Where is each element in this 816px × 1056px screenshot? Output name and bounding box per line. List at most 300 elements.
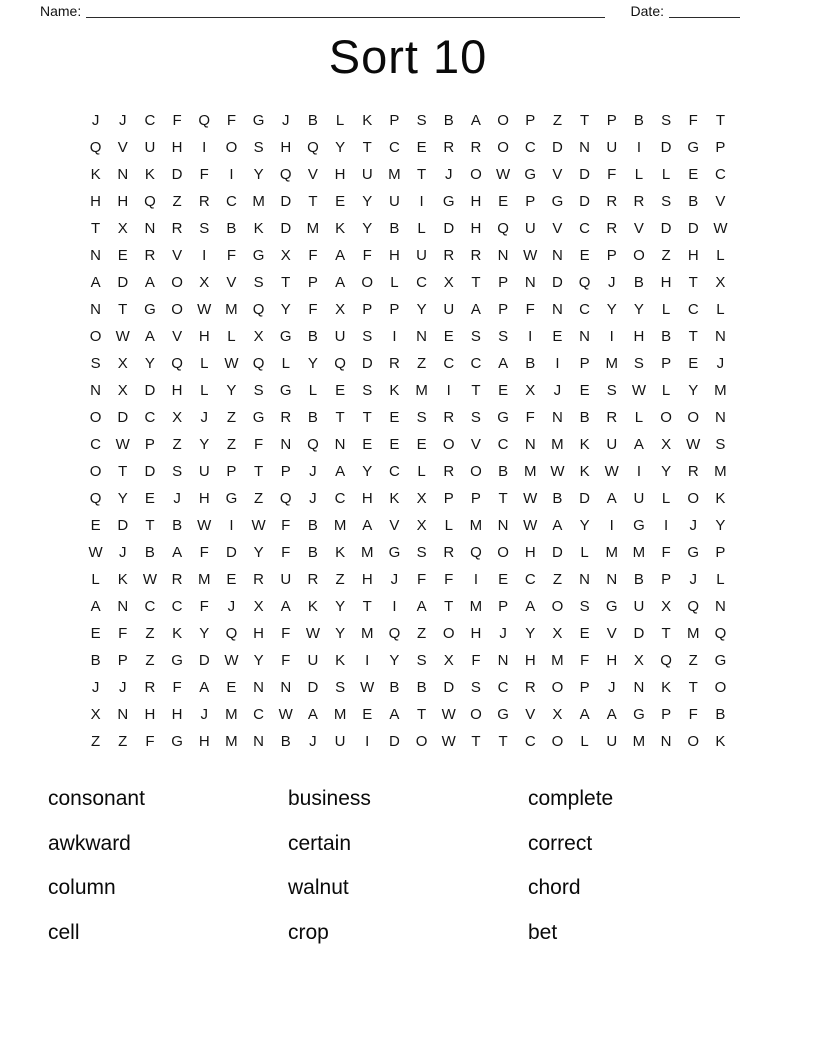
grid-cell: I: [392, 328, 397, 345]
grid-cell: T: [362, 598, 372, 615]
grid-cell: H: [280, 139, 292, 156]
grid-cell: X: [525, 382, 536, 399]
grid-cell: Y: [117, 490, 128, 507]
grid-cell: P: [661, 706, 672, 723]
grid-cell: N: [497, 517, 509, 534]
grid-cell: A: [633, 436, 644, 453]
date-label: Date:: [630, 3, 664, 19]
grid-cell: Y: [633, 301, 644, 318]
grid-cell: P: [498, 301, 509, 318]
grid-cell: M: [469, 517, 483, 534]
word-list-item: cell: [48, 920, 80, 944]
grid-cell: S: [253, 139, 264, 156]
word-list-column: [528, 783, 768, 961]
grid-cell: B: [307, 544, 318, 561]
grid-cell: J: [118, 112, 127, 129]
grid-cell: D: [225, 544, 237, 561]
grid-cell: N: [714, 409, 726, 426]
grid-cell: O: [551, 733, 564, 750]
grid-cell: N: [280, 436, 292, 453]
grid-cell: K: [579, 436, 590, 453]
grid-cell: F: [172, 679, 182, 696]
grid-cell: P: [144, 436, 155, 453]
grid-cell: I: [365, 652, 370, 669]
grid-cell: F: [199, 166, 209, 183]
grid-cell: H: [90, 193, 101, 210]
grid-cell: M: [551, 652, 564, 669]
grid-cell: N: [497, 247, 509, 264]
grid-cell: F: [688, 112, 698, 129]
grid-cell: S: [199, 220, 210, 237]
grid-cell: J: [91, 679, 100, 696]
grid-cell: P: [661, 355, 672, 372]
grid-cell: X: [661, 436, 672, 453]
word-list-item: column: [48, 876, 116, 899]
grid-cell: V: [715, 193, 726, 210]
grid-cell: S: [715, 436, 726, 453]
grid-cell: B: [389, 679, 400, 696]
grid-cell: X: [661, 598, 672, 615]
grid-cell: F: [661, 544, 671, 561]
grid-cell: Z: [90, 733, 101, 750]
grid-cell: Y: [362, 193, 373, 210]
grid-cell: X: [633, 652, 644, 669]
grid-cell: C: [171, 598, 183, 615]
grid-cell: U: [334, 733, 346, 750]
grid-cell: I: [419, 193, 424, 210]
grid-cell: F: [607, 166, 617, 183]
grid-cell: O: [660, 409, 672, 426]
grid-cell: N: [90, 247, 101, 264]
grid-cell: W: [197, 301, 212, 318]
grid-cell: S: [172, 463, 183, 480]
grid-cell: T: [688, 274, 698, 291]
grid-cell: B: [144, 544, 155, 561]
grid-cell: R: [307, 571, 319, 588]
grid-cell: X: [253, 328, 264, 345]
grid-cell: H: [687, 247, 699, 264]
grid-cell: D: [361, 355, 373, 372]
word-list-item: correct: [528, 831, 593, 855]
grid-cell: B: [280, 733, 291, 750]
grid-cell: U: [416, 247, 427, 264]
grid-cell: O: [89, 328, 102, 345]
grid-cell: W: [360, 679, 375, 696]
grid-cell: N: [524, 436, 536, 453]
grid-cell: O: [687, 733, 700, 750]
grid-cell: A: [362, 517, 373, 534]
grid-cell: R: [524, 679, 536, 696]
grid-cell: B: [389, 220, 400, 237]
grid-cell: S: [362, 328, 373, 345]
grid-cell: F: [308, 247, 318, 264]
grid-cell: T: [118, 463, 128, 480]
grid-cell: E: [362, 706, 373, 723]
grid-cell: O: [551, 679, 564, 696]
grid-cell: I: [636, 463, 641, 480]
grid-cell: L: [661, 301, 671, 318]
grid-cell: J: [91, 112, 100, 129]
grid-cell: K: [335, 544, 346, 561]
grid-cell: H: [470, 193, 482, 210]
grid-cell: Y: [253, 652, 264, 669]
grid-cell: O: [497, 139, 509, 156]
grid-cell: T: [688, 679, 698, 696]
grid-cell: T: [118, 301, 128, 318]
grid-cell: D: [307, 679, 319, 696]
grid-cell: X: [552, 706, 563, 723]
grid-cell: N: [253, 679, 264, 696]
grid-cell: N: [714, 328, 726, 345]
grid-cell: R: [443, 544, 455, 561]
grid-cell: Q: [171, 355, 183, 372]
grid-cell: T: [688, 328, 698, 345]
grid-cell: S: [470, 409, 481, 426]
grid-cell: O: [171, 274, 183, 291]
grid-cell: P: [525, 112, 536, 129]
grid-cell: D: [388, 733, 400, 750]
grid-cell: A: [335, 247, 346, 264]
grid-cell: F: [525, 301, 535, 318]
grid-cell: V: [552, 220, 563, 237]
grid-cell: F: [308, 301, 318, 318]
grid-cell: X: [552, 625, 563, 642]
grid-cell: A: [280, 598, 291, 615]
grid-cell: G: [633, 706, 645, 723]
grid-cell: U: [361, 166, 373, 183]
grid-cell: B: [307, 328, 318, 345]
grid-cell: U: [606, 733, 618, 750]
grid-cell: R: [470, 139, 482, 156]
grid-cell: C: [334, 490, 346, 507]
grid-cell: P: [498, 274, 509, 291]
grid-cell: C: [90, 436, 101, 453]
grid-cell: G: [524, 166, 537, 183]
grid-cell: D: [551, 544, 563, 561]
grid-cell: Q: [198, 112, 211, 129]
grid-cell: D: [633, 625, 645, 642]
grid-cell: E: [226, 571, 237, 588]
grid-cell: X: [117, 220, 128, 237]
grid-cell: U: [307, 652, 319, 669]
grid-cell: C: [253, 706, 264, 723]
grid-cell: Y: [688, 382, 699, 399]
grid-cell: F: [525, 409, 535, 426]
grid-cell: J: [444, 166, 453, 183]
grid-cell: F: [362, 247, 372, 264]
grid-cell: K: [661, 679, 672, 696]
grid-cell: W: [251, 517, 266, 534]
grid-cell: U: [280, 571, 292, 588]
grid-cell: P: [307, 274, 318, 291]
grid-cell: F: [688, 706, 698, 723]
word-list-column: [288, 783, 528, 961]
grid-cell: B: [552, 490, 563, 507]
grid-cell: X: [715, 274, 726, 291]
grid-cell: F: [579, 652, 590, 669]
grid-cell: L: [227, 328, 236, 345]
grid-cell: H: [117, 193, 129, 210]
grid-cell: P: [362, 301, 373, 318]
grid-cell: G: [551, 193, 564, 210]
grid-cell: N: [633, 679, 645, 696]
grid-cell: B: [443, 112, 454, 129]
grid-cell: K: [144, 166, 155, 183]
grid-cell: N: [117, 706, 129, 723]
grid-cell: N: [551, 301, 563, 318]
grid-cell: U: [198, 463, 210, 480]
grid-cell: S: [661, 193, 672, 210]
grid-cell: J: [309, 490, 317, 507]
grid-cell: D: [117, 409, 129, 426]
grid-cell: J: [118, 544, 127, 561]
grid-cell: K: [307, 598, 318, 615]
grid-cell: C: [144, 112, 156, 129]
grid-cell: J: [499, 625, 507, 642]
grid-cell: W: [441, 733, 456, 750]
puzzle-title: Sort 10: [328, 30, 488, 83]
grid-cell: R: [171, 571, 183, 588]
grid-cell: S: [416, 409, 427, 426]
grid-cell: G: [687, 544, 700, 561]
grid-cell: Q: [578, 274, 591, 291]
grid-cell: N: [551, 409, 563, 426]
grid-cell: F: [118, 625, 128, 642]
grid-cell: Y: [579, 517, 590, 534]
grid-cell: F: [145, 733, 155, 750]
grid-cell: O: [551, 598, 564, 615]
grid-cell: A: [307, 706, 318, 723]
grid-cell: C: [524, 139, 536, 156]
grid-cell: T: [335, 409, 345, 426]
grid-cell: D: [171, 166, 183, 183]
grid-cell: W: [305, 625, 320, 642]
grid-cell: G: [388, 544, 401, 561]
grid-cell: W: [278, 706, 293, 723]
grid-cell: D: [551, 274, 563, 291]
grid-cell: C: [144, 598, 156, 615]
grid-cell: W: [197, 517, 212, 534]
grid-cell: R: [443, 139, 455, 156]
grid-cell: R: [470, 247, 482, 264]
grid-cell: H: [660, 274, 672, 291]
grid-cell: P: [606, 247, 617, 264]
word-list-item: walnut: [288, 876, 349, 899]
grid-cell: E: [226, 679, 237, 696]
grid-cell: N: [253, 733, 264, 750]
grid-cell: Y: [199, 625, 210, 642]
grid-cell: P: [579, 679, 590, 696]
grid-cell: E: [416, 436, 427, 453]
grid-cell: B: [633, 112, 644, 129]
grid-cell: V: [606, 625, 617, 642]
grid-cell: X: [117, 355, 128, 372]
grid-cell: W: [224, 355, 239, 372]
grid-cell: W: [88, 544, 103, 561]
grid-cell: R: [144, 679, 156, 696]
grid-cell: H: [524, 652, 536, 669]
grid-cell: O: [714, 679, 727, 696]
grid-cell: F: [199, 598, 209, 615]
grid-cell: C: [497, 679, 509, 696]
grid-cell: Y: [661, 463, 672, 480]
grid-cell: W: [115, 436, 130, 453]
grid-cell: K: [253, 220, 264, 237]
grid-cell: L: [417, 220, 426, 237]
grid-cell: G: [171, 733, 183, 750]
grid-cell: R: [280, 409, 292, 426]
grid-cell: F: [281, 652, 291, 669]
grid-cell: Z: [416, 625, 427, 642]
grid-cell: I: [609, 517, 614, 534]
word-list-item: business: [288, 787, 371, 810]
grid-cell: E: [443, 328, 454, 345]
grid-cell: V: [389, 517, 400, 534]
grid-cell: V: [117, 139, 128, 156]
grid-cell: Z: [145, 625, 155, 642]
grid-cell: J: [607, 679, 616, 696]
grid-cell: B: [172, 517, 183, 534]
grid-cell: M: [197, 571, 211, 588]
grid-cell: V: [470, 436, 481, 453]
grid-cell: B: [688, 193, 699, 210]
grid-cell: O: [89, 463, 102, 480]
grid-cell: U: [388, 193, 400, 210]
grid-cell: W: [713, 220, 728, 237]
grid-cell: L: [417, 463, 426, 480]
grid-cell: B: [226, 220, 237, 237]
grid-cell: U: [606, 436, 618, 453]
grid-cell: E: [579, 625, 590, 642]
grid-cell: T: [661, 625, 671, 642]
grid-cell: C: [388, 463, 400, 480]
grid-cell: D: [443, 220, 455, 237]
grid-cell: W: [441, 706, 456, 723]
grid-cell: F: [199, 544, 209, 561]
grid-cell: K: [335, 220, 346, 237]
grid-cell: M: [333, 706, 347, 723]
grid-cell: S: [633, 355, 644, 372]
grid-cell: S: [606, 382, 617, 399]
grid-cell: X: [280, 247, 291, 264]
grid-cell: Q: [497, 220, 509, 237]
grid-cell: D: [687, 220, 699, 237]
grid-cell: I: [229, 166, 234, 183]
grid-cell: M: [523, 463, 537, 480]
grid-cell: W: [631, 382, 646, 399]
grid-cell: G: [497, 706, 509, 723]
grid-cell: H: [171, 382, 183, 399]
grid-cell: R: [443, 463, 455, 480]
grid-cell: I: [446, 382, 451, 399]
grid-cell: N: [117, 166, 129, 183]
grid-cell: B: [715, 706, 726, 723]
grid-cell: O: [361, 274, 374, 291]
grid-cell: J: [200, 706, 208, 723]
grid-cell: L: [580, 544, 589, 561]
word-list-item: certain: [288, 831, 352, 855]
grid-cell: U: [334, 328, 346, 345]
grid-cell: T: [90, 220, 101, 237]
grid-cell: B: [307, 112, 318, 129]
grid-cell: J: [607, 274, 616, 291]
grid-cell: Z: [335, 571, 345, 588]
grid-cell: E: [579, 382, 590, 399]
grid-cell: Y: [199, 436, 210, 453]
grid-cell: A: [606, 490, 617, 507]
grid-cell: L: [200, 355, 209, 372]
grid-cell: E: [144, 490, 155, 507]
grid-cell: C: [443, 355, 455, 372]
grid-cell: A: [470, 301, 481, 318]
grid-cell: H: [470, 220, 482, 237]
grid-cell: M: [632, 544, 646, 561]
grid-cell: M: [360, 544, 374, 561]
grid-cell: L: [281, 355, 290, 372]
grid-cell: E: [90, 517, 101, 534]
grid-cell: R: [253, 571, 264, 588]
grid-cell: E: [498, 193, 509, 210]
grid-cell: J: [309, 463, 317, 480]
grid-cell: L: [580, 733, 589, 750]
grid-cell: I: [392, 598, 397, 615]
grid-cell: V: [172, 328, 183, 345]
grid-cell: N: [714, 598, 726, 615]
grid-cell: F: [416, 571, 427, 588]
grid-cell: O: [89, 409, 102, 426]
grid-cell: I: [636, 139, 641, 156]
grid-cell: N: [90, 382, 101, 399]
grid-cell: N: [579, 571, 590, 588]
grid-cell: V: [172, 247, 183, 264]
grid-cell: C: [144, 409, 156, 426]
grid-cell: S: [362, 382, 373, 399]
grid-cell: H: [361, 490, 373, 507]
grid-cell: G: [633, 517, 645, 534]
grid-cell: N: [497, 652, 509, 669]
grid-cell: R: [198, 193, 210, 210]
grid-cell: K: [335, 652, 346, 669]
grid-cell: J: [689, 517, 697, 534]
grid-cell: K: [579, 463, 590, 480]
grid-cell: I: [663, 517, 669, 534]
grid-cell: R: [606, 409, 618, 426]
grid-cell: N: [334, 436, 346, 453]
grid-cell: N: [579, 328, 590, 345]
grid-cell: I: [609, 328, 614, 345]
grid-cell: O: [633, 247, 645, 264]
grid-cell: S: [470, 328, 481, 345]
grid-cell: W: [523, 247, 538, 264]
grid-cell: K: [117, 571, 128, 588]
grid-cell: S: [661, 112, 672, 129]
grid-cell: I: [202, 139, 207, 156]
grid-cell: X: [253, 598, 264, 615]
grid-cell: Y: [362, 220, 373, 237]
grid-cell: M: [306, 220, 320, 237]
header: [0, 0, 816, 19]
grid-cell: Q: [144, 193, 156, 210]
grid-cell: T: [281, 274, 291, 291]
grid-cell: P: [498, 598, 509, 615]
grid-cell: S: [579, 598, 590, 615]
grid-cell: K: [172, 625, 183, 642]
grid-cell: D: [117, 517, 129, 534]
grid-cell: L: [661, 382, 671, 399]
grid-cell: Q: [388, 625, 401, 642]
grid-cell: Q: [687, 598, 700, 615]
grid-cell: P: [389, 301, 400, 318]
